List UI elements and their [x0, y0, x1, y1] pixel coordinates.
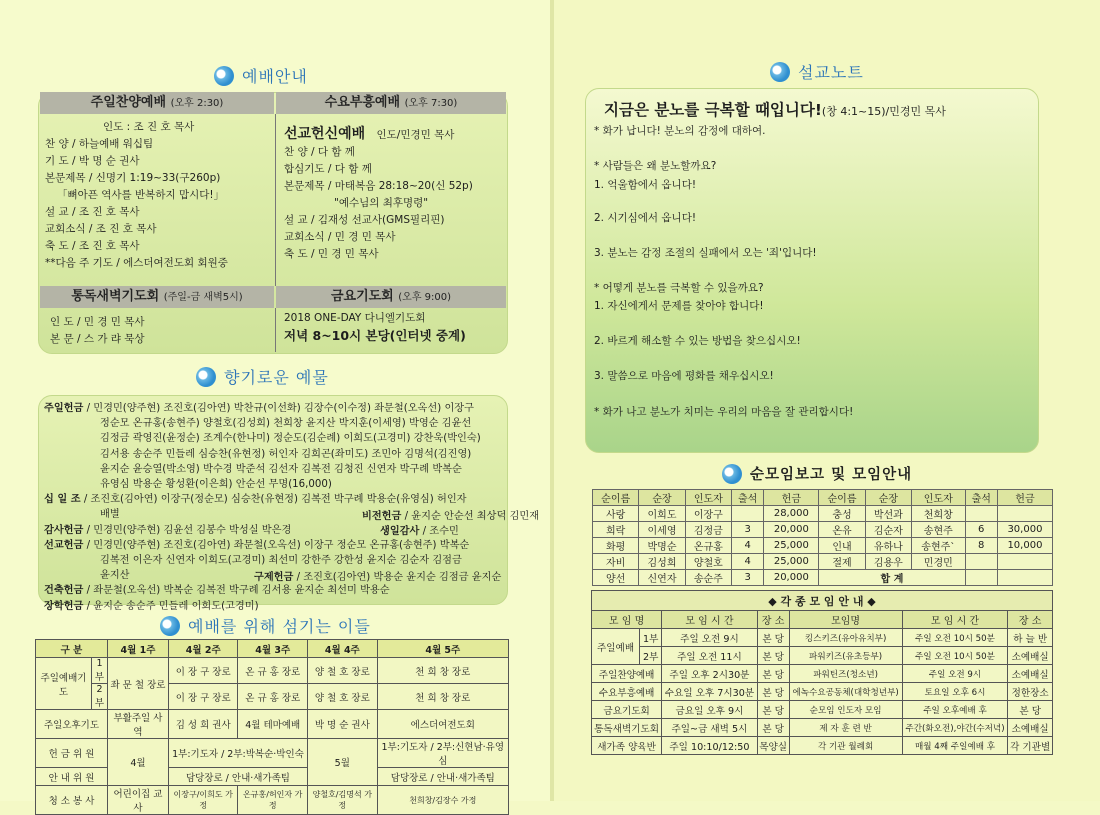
church-logo-icon	[160, 616, 180, 636]
church-logo-icon	[722, 464, 742, 484]
table-cell: 주일 오후예배 후	[902, 701, 1008, 719]
table-cell: 목양실	[757, 737, 789, 755]
table-cell: 1부	[640, 629, 662, 647]
table-row	[592, 647, 1053, 665]
table-cell: 25,000	[764, 554, 819, 570]
table-header-cell: 모 임 시 간	[902, 611, 1008, 629]
table-cell	[997, 570, 1052, 586]
church-logo-icon	[770, 62, 790, 82]
church-logo-icon	[196, 367, 216, 387]
table-cell: 김용우	[865, 554, 911, 570]
offering-row: 정순모 온규홍(송현주) 양철호(김성희) 천희창 윤지산 박지훈(이세영) 박영순 김윤선	[100, 418, 472, 430]
table-cell: 김성희	[639, 554, 685, 570]
table-header-cell: 장 소	[1008, 611, 1053, 629]
table-cell: 본 당	[757, 629, 789, 647]
table-cell	[965, 506, 997, 522]
table-cell: 송현주	[912, 522, 966, 538]
table-row	[592, 665, 1053, 683]
sermon-line: 2. 시기심에서 옵니다!	[594, 212, 697, 224]
table-cell: 20,000	[764, 522, 819, 538]
servers-table	[35, 639, 509, 815]
table-cell: 금요일 오후 9시	[662, 701, 757, 719]
offering-birthday: 생일감사 / 조수민	[380, 526, 459, 537]
table-cell: 본 당	[757, 701, 789, 719]
sermon-line: * 어떻게 분노를 극복할 수 있을까요?	[594, 282, 764, 294]
table-row	[592, 737, 1053, 755]
offering-row: 윤지순 윤승열(박소영) 박수경 박준석 김선자 김복전 김청진 신연자 박구례 박복순	[100, 463, 462, 475]
table-cell: 통독새벽기도회	[592, 719, 662, 737]
table-cell: 소예배실	[1008, 647, 1053, 665]
table-row: 구 분 4월 1주 4월 2주 4월 3주 4월 4주 4월 5주	[36, 640, 509, 658]
table-cell: 28,000	[764, 506, 819, 522]
table-cell: 각 기관 월례회	[789, 737, 902, 755]
table-header-cell: 인도자	[685, 490, 731, 506]
wednesday-program: 선교헌신예배 인도/민경민 목사 찬 양 / 다 함 께 합심기도 / 다 함 께 본문제목 / 마태복음 28:18~20(신 52p) "예수님의 최후명령" 설 교 / 김재성 선교사(GMS필리핀) 교회소식 / 민 경 민 목사 축 도 / 민 경 민 목사	[284, 126, 473, 260]
offering-row: 감사헌금 / 민경민(양주현) 김윤선 김봉수 박성실 박은경	[44, 524, 292, 536]
church-logo-icon	[214, 66, 234, 86]
offering-row: 주일헌금 / 민경민(양주현) 조진호(김아연) 박찬규(이선화) 김장수(이수정) 좌문철(오옥선) 이장구	[44, 403, 474, 414]
offering-row: 유영심 박용순 황성환(이은희) 안순선 무명(16,000)	[100, 479, 332, 491]
sermon-line: 3. 말씀으로 마음에 평화를 채우십시오!	[594, 370, 774, 382]
meetings-title: ◆ 각 종 모 임 안 내 ◆	[592, 591, 1053, 611]
worship-divider	[275, 114, 276, 286]
table-row	[592, 611, 1053, 629]
table-cell: 순모임 인도자 모임	[789, 701, 902, 719]
table-cell: 제 자 훈 련 반	[789, 719, 902, 737]
table-cell: 각 기관별	[1008, 737, 1053, 755]
table-cell: 천희창	[912, 506, 966, 522]
table-row: 청 소 봉 사 어린이집 교사 이장구/이희도 가정 온규홍/허인자 가정 양철호/김명석 가정 천희창/김장수 가정	[36, 786, 509, 815]
table-header-cell: 순이름	[593, 490, 639, 506]
table-cell: 신연자	[639, 570, 685, 586]
table-cell: 충성	[819, 506, 865, 522]
table-cell: 화평	[593, 538, 639, 554]
table-cell: 주일 오전 9시	[662, 629, 757, 647]
wednesday-head: 수요부흥예배 (오후 7:30)	[276, 92, 506, 114]
table-header-cell: 순장	[639, 490, 685, 506]
table-cell: 주일 오전 9시	[902, 665, 1008, 683]
offering-row: 선교헌금 / 민경민(양주현) 조진호(김아연) 좌문철(오옥선) 이장구 정순모 온규홍(송현주) 박복순	[44, 539, 470, 551]
table-cell: 10,000	[997, 538, 1052, 554]
table-cell: 새가족 양육반	[592, 737, 662, 755]
table-cell: 주간(화오전),야간(수저녁)	[902, 719, 1008, 737]
table-row	[593, 490, 1053, 506]
table-cell: 파워키즈(유초등부)	[789, 647, 902, 665]
table-cell: 4	[731, 538, 763, 554]
table-row	[593, 522, 1053, 538]
sermon-line: 1. 자신에게서 문제를 찾아야 합니다!	[594, 300, 764, 312]
table-row	[593, 538, 1053, 554]
table-header-cell: 헌금	[764, 490, 819, 506]
table-cell: 에녹수요공동체(대학청년부)	[789, 683, 902, 701]
worship-divider-2	[275, 308, 276, 352]
table-cell: 매월 4째 주일예배 후	[902, 737, 1008, 755]
table-header-cell: 출석	[731, 490, 763, 506]
table-cell	[965, 554, 997, 570]
friday-head: 금요기도회 (오후 9:00)	[276, 286, 506, 308]
table-cell: 이희도	[639, 506, 685, 522]
table-row	[592, 591, 1053, 611]
table-cell	[997, 506, 1052, 522]
table-cell: 주일예배	[592, 629, 640, 665]
meetings-table	[591, 590, 1053, 755]
table-cell: 민경민	[912, 554, 966, 570]
table-cell: 본 당	[757, 647, 789, 665]
table-header-cell: 순이름	[819, 490, 865, 506]
table-cell: 2부	[640, 647, 662, 665]
sunday-head: 주일찬양예배 (오후 2:30)	[40, 92, 274, 114]
table-cell: 온유	[819, 522, 865, 538]
table-cell: 유하나	[865, 538, 911, 554]
table-cell: 소예배실	[1008, 719, 1053, 737]
table-header-cell: 장 소	[757, 611, 789, 629]
table-row: 주일예배기도 1부 좌 문 철 장로 이 장 구 장로 온 규 홍 장로 양 철 호 장로 천 희 창 장로	[36, 658, 509, 684]
offering-row: 십 일 조 / 조진호(김아연) 이장구(정순모) 심승찬(유현정) 김복전 박구례 박용순(유영심) 허인자	[44, 494, 467, 506]
offering-row: 장학헌금 / 윤지순 송순주 민들레 이희도(고경미)	[44, 600, 259, 612]
table-cell: 이장구	[685, 506, 731, 522]
sermon-line: * 화가 납니다! 분노의 감정에 대하여.	[594, 125, 766, 137]
table-row	[592, 719, 1053, 737]
table-cell: 주일 오전 11시	[662, 647, 757, 665]
offering-section-title: 향기로운 예물	[196, 365, 329, 388]
table-row: 헌 금 위 원 4월 1부:기도자 / 2부:박복순·박인숙 5월 1부:기도자 / 2부:신현남·유영심	[36, 739, 509, 768]
table-cell: 김순자	[865, 522, 911, 538]
table-cell: 주일찬양예배	[592, 665, 662, 683]
table-cell: 본 당	[1008, 701, 1053, 719]
table-header-cell: 출석	[965, 490, 997, 506]
table-row	[592, 629, 1053, 647]
table-cell	[997, 554, 1052, 570]
table-row	[592, 701, 1053, 719]
table-row	[593, 554, 1053, 570]
table-cell: 6	[965, 522, 997, 538]
table-cell: 양철호	[685, 554, 731, 570]
table-cell: 주일 10:10/12:50	[662, 737, 757, 755]
offering-row: 김서용 송순주 민들레 심승찬(유현정) 허인자 김희곤(좌미도) 조민아 김명석(김진영)	[100, 448, 472, 460]
table-cell: 킹스키즈(유아유치부)	[789, 629, 902, 647]
table-cell: 수요부흥예배	[592, 683, 662, 701]
table-cell	[965, 570, 997, 586]
table-header-cell: 순장	[865, 490, 911, 506]
table-cell: 박선과	[865, 506, 911, 522]
table-row	[592, 683, 1053, 701]
offering-row: 김정금 곽영진(윤정순) 조계수(한나미) 정순도(김순례) 이희도(고경미) 강찬욱(박인숙)	[100, 433, 481, 445]
table-cell	[731, 506, 763, 522]
table-row	[593, 506, 1053, 522]
table-row: 주일오후기도 부활주일 사역 김 성 희 권사 4월 테마예배 박 명 순 권사 에스더여전도회	[36, 710, 509, 739]
table-cell: 희락	[593, 522, 639, 538]
sermon-section-title: 설교노트	[770, 60, 864, 83]
sunday-program: 인도 : 조 진 호 목사 찬 양 / 하늘예배 워십팀 기 도 / 박 명 순 권사 본문제목 / 신명기 1:19~33(구260p) 「뼈아픈 역사를 반복하지 맙시다!」 설 교 / 조 진 호 목사 교회소식 / 조 진 호 목사 축 도 / 조 진 호 목사 **다음 주 기도 / 에스더여전도회 회원중	[45, 121, 228, 269]
table-row: 안 내 위 원 담당장로 / 안내·새가족팀 담당장로 / 안내·새가족팀	[36, 768, 509, 786]
table-cell: 금요기도회	[592, 701, 662, 719]
table-cell: 송순주	[685, 570, 731, 586]
table-cell: 김정금	[685, 522, 731, 538]
sermon-title: 지금은 분노를 극복할 때입니다!(창 4:1~15)/민경민 목사	[604, 101, 946, 119]
table-header-cell: 모임명	[789, 611, 902, 629]
soon-section-title: 순모임보고 및 모임안내	[722, 463, 912, 484]
table-cell: 사랑	[593, 506, 639, 522]
sermon-line: * 사람들은 왜 분노할까요?	[594, 160, 717, 172]
table-cell: 30,000	[997, 522, 1052, 538]
table-cell: 박명순	[639, 538, 685, 554]
table-cell: 본 당	[757, 719, 789, 737]
dawn-head: 통독새벽기도회 (주일-금 새벽5시)	[40, 286, 274, 308]
table-header-cell: 헌금	[997, 490, 1052, 506]
table-cell: 토요일 오후 6시	[902, 683, 1008, 701]
table-cell: 인내	[819, 538, 865, 554]
table-header-cell: 인도자	[912, 490, 966, 506]
table-cell: 양선	[593, 570, 639, 586]
table-cell: 4	[731, 554, 763, 570]
table-cell: 20,000	[764, 570, 819, 586]
table-cell: 합 계	[819, 570, 965, 586]
table-cell: 절제	[819, 554, 865, 570]
table-cell: 주일 오전 10시 50분	[902, 629, 1008, 647]
servers-section-title: 예배를 위해 섬기는 이들	[160, 614, 371, 637]
table-header-cell: 모 임 시 간	[662, 611, 757, 629]
table-cell: 주일 오후 2시30분	[662, 665, 757, 683]
table-cell: 25,000	[764, 538, 819, 554]
offering-row: 윤지산	[100, 570, 130, 582]
worship-section-title: 예배안내	[214, 64, 308, 87]
offering-relief: 구제헌금 / 조진호(김아연) 박용순 윤지순 김점금 윤지순	[254, 572, 502, 583]
table-cell: 8	[965, 538, 997, 554]
friday-program: 2018 ONE-DAY 다니엘기도회 저녁 8~10시 본당(인터넷 중계)	[284, 312, 466, 343]
table-cell: 본 당	[757, 683, 789, 701]
table-cell: 주일~금 새벽 5시	[662, 719, 757, 737]
offering-row: 김복전 이은자 신연자 이희도(고경미) 최선미 강한주 강한성 윤지순 김순자 김점금	[100, 555, 462, 567]
sermon-line: 1. 억울함에서 옵니다!	[594, 179, 697, 191]
offering-row: 건축헌금 / 좌문철(오옥선) 박복순 김복전 박구례 김서용 윤지순 최선미 박용순	[44, 585, 390, 597]
table-header-cell: 모 임 명	[592, 611, 662, 629]
sermon-line: 3. 분노는 감정 조절의 실패에서 오는 '죄'입니다!	[594, 247, 817, 259]
dawn-program: 인 도 / 민 경 민 목사 본 문 / 스 가 랴 묵상	[50, 316, 145, 345]
table-cell: 송현주`	[912, 538, 966, 554]
table-cell: 주일 오전 10시 50분	[902, 647, 1008, 665]
table-cell: 자비	[593, 554, 639, 570]
table-cell: 수요일 오후 7시30분	[662, 683, 757, 701]
table-cell: 3	[731, 522, 763, 538]
table-cell: 하 늘 반	[1008, 629, 1053, 647]
table-cell: 3	[731, 570, 763, 586]
table-cell: 정한장소	[1008, 683, 1053, 701]
page-fold	[550, 0, 554, 801]
offering-vision: 비전헌금 / 윤지순 안순선 최상덕 김민재	[362, 511, 540, 522]
table-cell: 본 당	[757, 665, 789, 683]
table-cell: 파워틴즈(청소년)	[789, 665, 902, 683]
sermon-line: 2. 바르게 해소할 수 있는 방법을 찾으십시오!	[594, 335, 801, 347]
sermon-line: * 화가 나고 분노가 치미는 우리의 마음을 잘 관리합시다!	[594, 406, 854, 418]
soon-report-table	[592, 489, 1053, 586]
table-row: 2부 이 장 구 장로 온 규 홍 장로 양 철 호 장로 천 희 창 장로	[36, 684, 509, 710]
sermon-box	[585, 88, 1039, 453]
offering-row: 배별	[100, 509, 120, 521]
table-cell: 소예배실	[1008, 665, 1053, 683]
table-row	[593, 570, 1053, 586]
table-cell: 이세영	[639, 522, 685, 538]
table-cell: 온규홍	[685, 538, 731, 554]
